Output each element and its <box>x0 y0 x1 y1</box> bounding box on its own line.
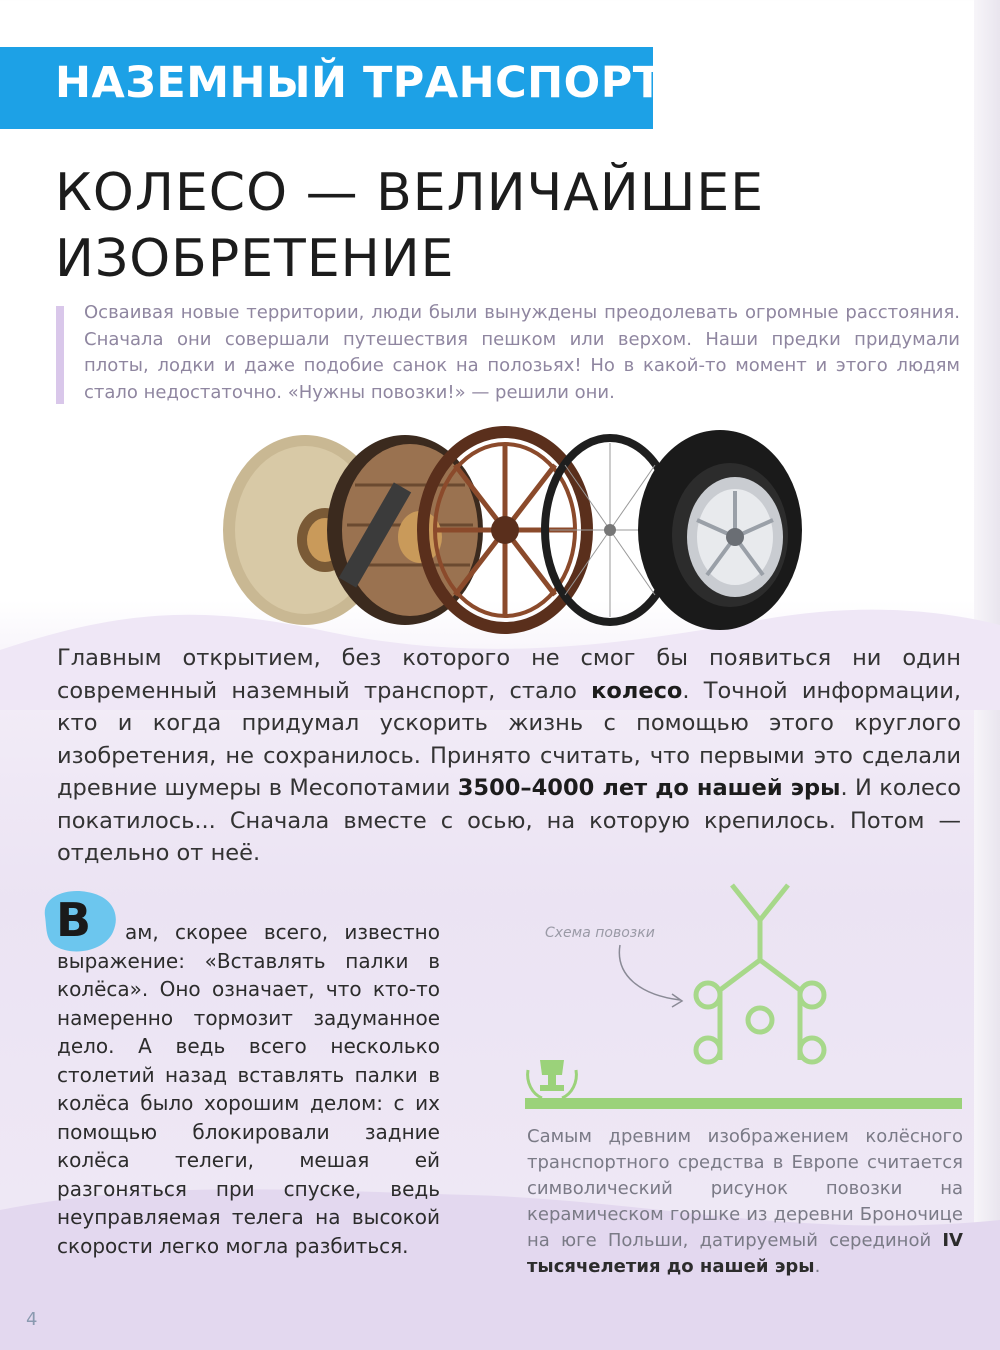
sidebar-paragraph <box>57 918 440 1260</box>
scheme-arrow <box>619 945 680 1000</box>
sidebar-paragraph-text: ам, скорее всего, известно выражение: «Вставлять палки в колёса». Оно означает, что кто-то намеренно тормозит задуманное дело. А ведь всего несколько столетий назад вставлять палки в колёса было хорошим делом: с их помощью блокировали задние колёса телеги, мешая ей разгоняться при спуске, ведь неуправляемая телега на высокой скорости легко могла разбиться. <box>57 920 440 1258</box>
intro-accent-bar <box>56 306 64 404</box>
cart-symbol-icon <box>696 885 824 1062</box>
page-number: 4 <box>26 1309 38 1330</box>
main-paragraph-bold-wheel: колесо <box>591 677 683 704</box>
caption-bold-date: IV тысячелетия до нашей эры <box>527 1230 963 1277</box>
trophy-icon <box>540 1060 564 1091</box>
main-paragraph <box>57 642 961 870</box>
page-title-line2: ИЗОБРЕТЕНИЕ <box>55 229 455 289</box>
scheme-caption <box>527 1124 963 1280</box>
caption-text: Самым древним изображением колёсного транспортного средства в Европе считается символический рисунок повозки на керамическом горшке из деревни Броночице на юге Польши, датируемый серединой <box>527 1126 963 1251</box>
main-paragraph-text: Главным открытием, без которого не смог бы появиться ни один современный наземный транспорт, стало <box>57 645 961 704</box>
wheels-evolution-illustration <box>215 425 815 635</box>
intro-paragraph: Осваивая новые территории, люди были вынуждены преодолевать огромные расстояния. Сначала они совершали путешествия пешком или верхом. Наши предки придумали плоты, лодки и даже подобие санок на полозьях! Но в какой-то момент и этого людям стало недостаточно. «Нужны повозки!» — решили они. <box>84 302 960 403</box>
main-paragraph-text-3: . И колесо покатилось... Сначала вместе с осью, на которую крепилось. Потом — отдельно от неё. <box>57 775 961 866</box>
caption-end: . <box>814 1256 821 1277</box>
main-paragraph-text-2: . Точной информации, кто и когда придумал ускорить жизнь с помощью этого круглого изобретения, не сохранилось. Принято считать, что первыми это сделали древние шумеры в Месопотамии <box>57 677 961 801</box>
section-title: НАЗЕМНЫЙ ТРАНСПОРТ <box>55 58 663 108</box>
dropcap-letter: В <box>56 893 92 947</box>
cart-scheme-illustration <box>520 870 965 1115</box>
green-divider-line <box>525 1098 962 1109</box>
page-title <box>55 160 955 292</box>
page-title-line1: КОЛЕСО — ВЕЛИЧАЙШЕЕ <box>55 163 765 223</box>
main-paragraph-bold-date: 3500–4000 лет до нашей эры <box>457 775 841 801</box>
car-tire-icon <box>638 430 802 630</box>
scheme-label: Схема повозки <box>545 925 655 941</box>
